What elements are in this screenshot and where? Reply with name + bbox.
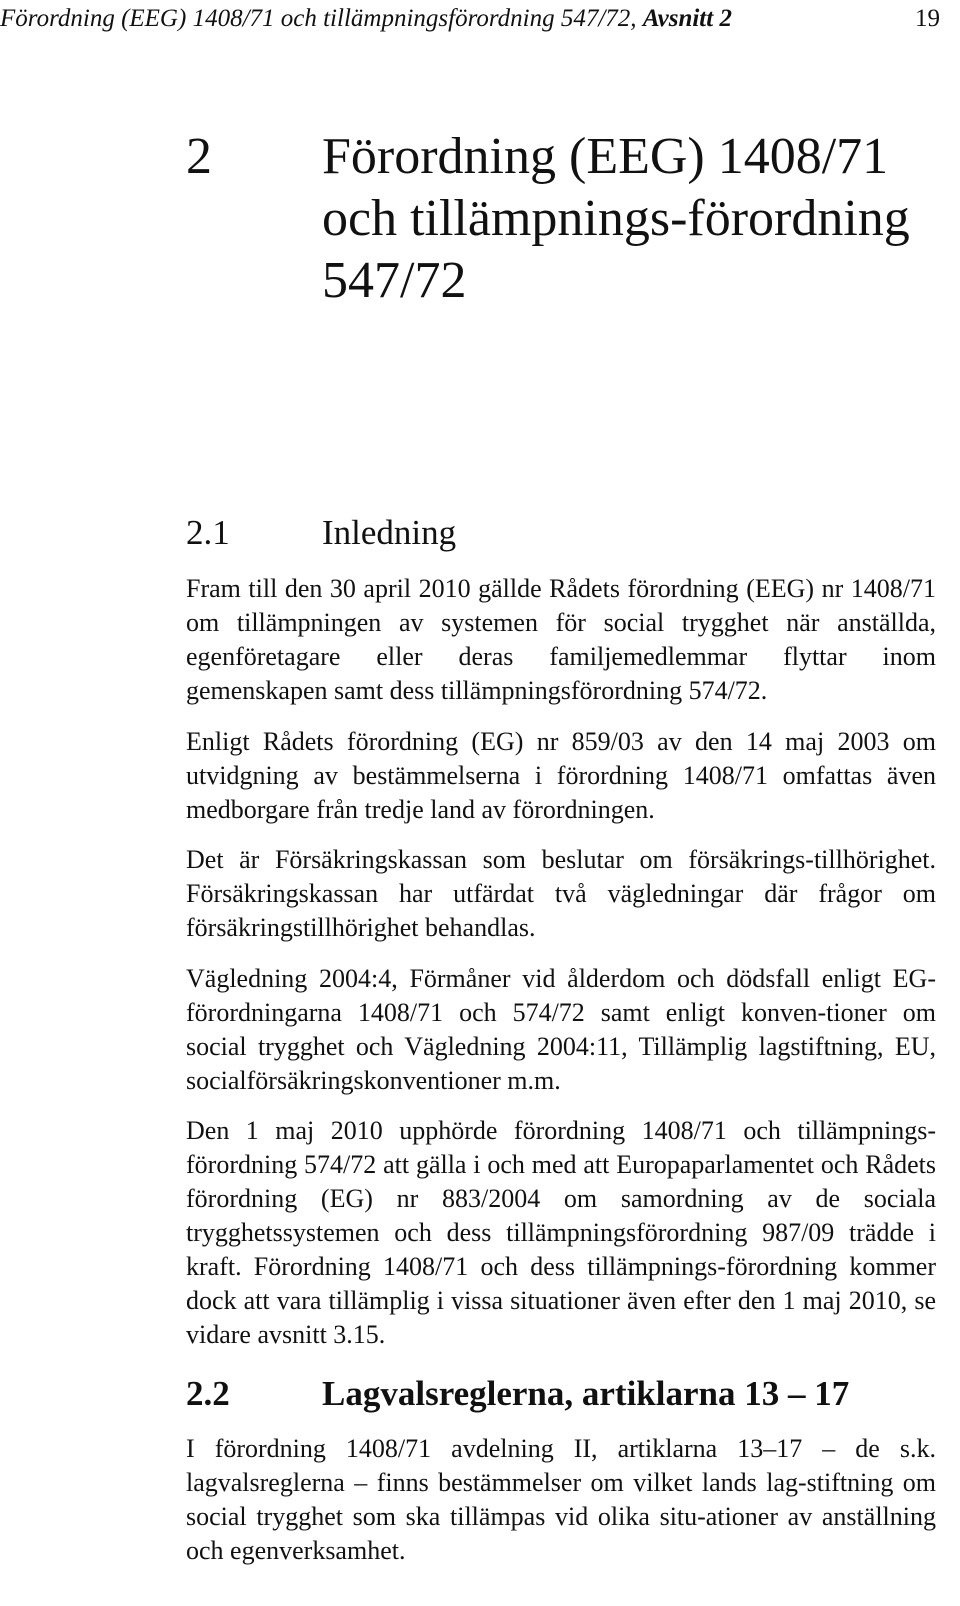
paragraph: Enligt Rådets förordning (EG) nr 859/03 av den 14 maj 2003 om utvidgning av bestämmelserna i förordning 1408/71 omfattas även medborgare från tredje land av förordningen. xyxy=(186,727,936,824)
section-number: 2.1 xyxy=(186,513,230,552)
section-title: Lagvalsreglerna, artiklarna 13 – 17 xyxy=(322,1374,850,1413)
paragraph: Fram till den 30 april 2010 gällde Rådets förordning (EEG) nr 1408/71 om tillämpningen av systemen för social trygghet när anställda, egenföretagare eller deras familjemedlemmar flyttar inom gemenskapen samt dess tillämpningsförordning 574/72. xyxy=(186,574,936,705)
paragraph: I förordning 1408/71 avdelning II, artiklarna 13–17 – de s.k. lagvalsreglerna – finns bestämmelser om vilket lands lag-stiftning om social trygghet som ska tillämpas vid olika situ-ationer av anställning och egenverksamhet. xyxy=(186,1434,936,1565)
running-header xyxy=(0,4,940,34)
chapter-title: Förordning (EEG) 1408/71 och tillämpnings-förordning 547/72 xyxy=(322,128,910,309)
chapter-number: 2 xyxy=(186,128,212,185)
paragraph: Vägledning 2004:4, Förmåner vid ålderdom och dödsfall enligt EG-förordningarna 1408/71 och 574/72 samt enligt konven-tioner om social trygghet och Vägledning 2004:11, Tillämplig lagstiftning, EU, socialförsäkringskonventioner m.m. xyxy=(186,964,936,1095)
page-number: 19 xyxy=(915,5,940,32)
paragraph: Den 1 maj 2010 upphörde förordning 1408/71 och tillämpnings-förordning 574/72 att gälla i och med att Europaparlamentet och Rådets förordning (EG) nr 883/2004 om samordning av de sociala trygghetssystemen och dess tillämpningsförordning 987/09 trädde i kraft. Förordning 1408/71 och dess tillämpnings-förordning kommer dock att vara tillämplig i vissa situationer även efter den 1 maj 2010, se vidare avsnitt 3.15. xyxy=(186,1116,936,1349)
paragraph: Det är Försäkringskassan som beslutar om försäkrings-tillhörighet. Försäkringskassan har utfärdat två vägledningar där frågor om försäkringstillhörighet behandlas. xyxy=(186,845,936,942)
running-header-title: Förordning (EEG) 1408/71 och tillämpningsförordning 547/72, xyxy=(0,5,643,32)
section-title: Inledning xyxy=(322,513,457,552)
running-header-section: Avsnitt 2 xyxy=(642,5,732,32)
section-number: 2.2 xyxy=(186,1374,230,1413)
